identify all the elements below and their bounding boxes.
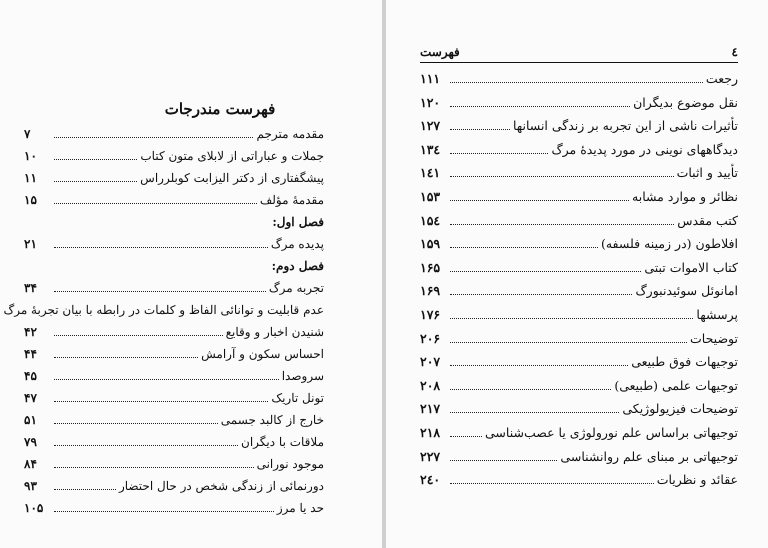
toc-entry-page-number: ۴۵: [24, 369, 37, 383]
toc-entry-page-number: ۷: [24, 127, 31, 141]
toc-entry-label: مقدمهٔ مؤلف: [259, 193, 324, 207]
toc-entry-page-number: ۱۵٤: [420, 212, 441, 228]
toc-entry-page-number: ۱٤۱: [420, 165, 441, 181]
toc-entry: [24, 149, 324, 163]
toc-entry-label: خارج از کالبد جسمی: [220, 413, 324, 427]
toc-entry-label: پرسشها: [696, 307, 738, 322]
dot-leader: [54, 357, 198, 358]
dot-leader: [54, 159, 137, 160]
toc-entry-label: امانوئل سوئیدنبورگ: [635, 283, 738, 299]
toc-entry-page-number: ۹۳: [24, 479, 37, 493]
toc-entry: [24, 347, 324, 361]
toc-entry-page-number: ۱۱۱: [420, 71, 441, 86]
toc-entry-label: پدیده مرگ: [270, 237, 324, 251]
dot-leader: [450, 460, 557, 461]
dot-leader: [54, 511, 274, 512]
toc-entry-page-number: ۱۶۵: [420, 259, 441, 275]
toc-entry: [24, 281, 324, 295]
toc-entry: [24, 369, 324, 383]
chapter-heading: فصل دوم:: [271, 259, 324, 273]
toc-entry-label: نقل موضوع بدیگران: [633, 94, 738, 110]
toc-entry-page-number: ۱۵: [24, 193, 37, 207]
toc-entry-page-number: ۲٤۰: [420, 472, 441, 488]
toc-entry-label: تأیید و اثبات: [676, 165, 738, 181]
toc-entry-page-number: ۱۵۳: [420, 189, 441, 204]
toc-entry-page-number: ۲۰۶: [420, 330, 441, 346]
dot-leader: [54, 203, 257, 204]
toc-entry: [420, 261, 738, 275]
dot-leader: [54, 335, 223, 336]
toc-entry-label: سروصدا: [281, 369, 324, 383]
toc-entry-label: مقدمه مترجم: [256, 127, 324, 141]
toc-entry-label: نظائر و موارد مشابه: [632, 189, 738, 204]
toc-entry-label: تجربه مرگ: [268, 281, 324, 295]
toc-entry-label: توضیحات فیزیولوژیکی: [622, 401, 738, 417]
toc-entry: [24, 501, 324, 515]
toc-entry: [24, 325, 324, 339]
toc-entry-page-number: ۱۰۵: [24, 501, 44, 515]
dot-leader: [54, 181, 137, 182]
dot-leader: [450, 294, 632, 295]
toc-entry-label: کتب مقدس: [677, 212, 738, 228]
dot-leader: [450, 200, 629, 201]
dot-leader: [450, 106, 630, 107]
toc-entry: [420, 379, 738, 393]
toc-entry: [420, 214, 738, 228]
dot-leader: [450, 224, 674, 225]
dot-leader: [450, 318, 693, 319]
toc-entry-page-number: ۵۱: [24, 413, 37, 427]
toc-entry-page-number: ۲۱: [24, 237, 37, 251]
toc-entry-label: توجیهاتی براساس علم نورولوژی یا عصب‌شناسی: [485, 425, 738, 440]
toc-entry-page-number: ۱۲۷: [420, 118, 441, 134]
dot-leader: [450, 365, 628, 366]
toc-entry-label: حد یا مرز: [276, 501, 324, 515]
toc-entry: [420, 237, 738, 251]
toc-entry: [420, 119, 738, 133]
toc-entry-label: موجود نورانی: [256, 457, 324, 471]
toc-entry-page-number: ۱۲۰: [420, 94, 441, 110]
toc-entry: [420, 284, 738, 298]
toc-entry: [420, 332, 738, 346]
dot-leader: [54, 137, 253, 138]
dot-leader: [54, 247, 268, 248]
dot-leader: [54, 423, 218, 424]
toc-entry: [24, 391, 324, 405]
toc-entry: [420, 426, 738, 440]
toc-entry: [420, 143, 738, 157]
toc-entry-page-number: ۱۱: [24, 171, 37, 185]
toc-entry: [24, 413, 324, 427]
toc-entry-label: عدم قابلیت و توانائی الفاظ و کلمات در رابطه با بیان تجربهٔ مرگ: [3, 303, 324, 317]
dot-leader: [450, 82, 703, 83]
toc-entry-label: پیشگفتاری از دکتر الیزابت کوبلرراس: [140, 171, 324, 185]
dot-leader: [450, 483, 654, 484]
dot-leader: [54, 467, 254, 468]
dot-leader: [450, 436, 482, 437]
left-page: [0, 0, 382, 548]
toc-entry: [24, 237, 324, 251]
running-head-page-number: ٤: [731, 45, 738, 59]
dot-leader: [54, 401, 268, 402]
dot-leader: [450, 153, 548, 154]
toc-entry-page-number: ۲۱۸: [420, 425, 441, 440]
dot-leader: [450, 389, 611, 390]
dot-leader: [450, 247, 598, 248]
toc-entry: [420, 450, 738, 464]
toc-entry-page-number: ۱۰: [24, 149, 37, 163]
toc-entry: [24, 479, 324, 493]
toc-entry-label: توجیهاتی بر مبنای علم روانشناسی: [560, 448, 738, 464]
toc-entry-page-number: ۴۴: [24, 347, 37, 361]
toc-entry-label: جملات و عباراتی از لابلای متون کتاب: [140, 149, 324, 163]
toc-entry-label: افلاطون (در زمینه فلسفه): [600, 236, 738, 252]
right-page: [386, 0, 768, 548]
dot-leader: [54, 379, 279, 380]
toc-entry-page-number: ۳۴: [24, 281, 37, 295]
toc-entry-label: توجیهات فوق طبیعی: [631, 354, 738, 370]
toc-entry-label: تأثیرات ناشی از این تجربه بر زندگی انسانها: [512, 118, 738, 134]
toc-entry-label: کتاب الاموات تبتی: [644, 259, 738, 275]
toc-entry-page-number: ۷۹: [24, 435, 37, 449]
running-head-rule: [420, 62, 738, 63]
dot-leader: [54, 489, 116, 490]
toc-entry-label: شنیدن اخبار و وقایع: [225, 325, 324, 339]
toc-entry-label: توجیهات علمی (طبیعی): [614, 377, 738, 393]
toc-entry: [420, 72, 738, 86]
running-head: [420, 44, 738, 60]
toc-entry: [24, 435, 324, 449]
toc-entry-page-number: ۲۰۷: [420, 354, 441, 370]
toc-entry-page-number: ۱۵۹: [420, 236, 441, 252]
toc-entry: [24, 457, 324, 471]
toc-entry: [420, 473, 738, 487]
toc-entry-page-number: ۱۷۶: [420, 307, 441, 322]
toc-title: فهرست مندرجات: [164, 100, 276, 118]
running-head-title: فهرست: [420, 45, 460, 59]
toc-entry: [420, 190, 738, 204]
dot-leader: [450, 412, 619, 413]
dot-leader: [450, 271, 641, 272]
dot-leader: [54, 445, 238, 446]
dot-leader: [54, 291, 266, 292]
toc-entry-page-number: ۱۶۹: [420, 283, 441, 299]
toc-entry-page-number: ۲۱۷: [420, 401, 441, 417]
toc-entry: [420, 402, 738, 416]
toc-entry: [24, 193, 324, 207]
toc-entry: [420, 355, 738, 369]
toc-entry: [420, 308, 738, 322]
toc-entry-page-number: ۲۲۷: [420, 448, 441, 464]
toc-entry: [24, 127, 324, 141]
toc-entry-page-number: ۲۰۸: [420, 377, 441, 393]
toc-entry-label: توضیحات: [690, 330, 738, 346]
chapter-heading: فصل اول:: [272, 215, 324, 229]
toc-entry-label: احساس سکون و آرامش: [201, 347, 324, 361]
toc-entry: [3, 303, 324, 317]
toc-entry-label: دورنمائی از زندگی شخص در حال احتضار: [118, 479, 324, 493]
dot-leader: [450, 176, 674, 177]
toc-entry: [420, 96, 738, 110]
toc-entry: [420, 166, 738, 180]
dot-leader: [450, 342, 687, 343]
toc-entry-page-number: ۸۴: [24, 457, 37, 471]
toc-entry-page-number: ۴۲: [24, 325, 37, 339]
toc-entry-label: رجعت: [705, 71, 738, 86]
toc-entry-page-number: ۱۳٤: [420, 141, 441, 157]
toc-entry-label: دیدگاههای نوینی در مورد پدیدهٔ مرگ: [551, 141, 738, 157]
toc-entry-page-number: ۴۷: [24, 391, 37, 405]
toc-entry-label: تونل تاریک: [271, 391, 324, 405]
dot-leader: [450, 129, 510, 130]
toc-entry-label: عقائد و نظریات: [656, 472, 738, 488]
toc-entry-label: ملاقات با دیگران: [241, 435, 324, 449]
toc-entry: [24, 171, 324, 185]
